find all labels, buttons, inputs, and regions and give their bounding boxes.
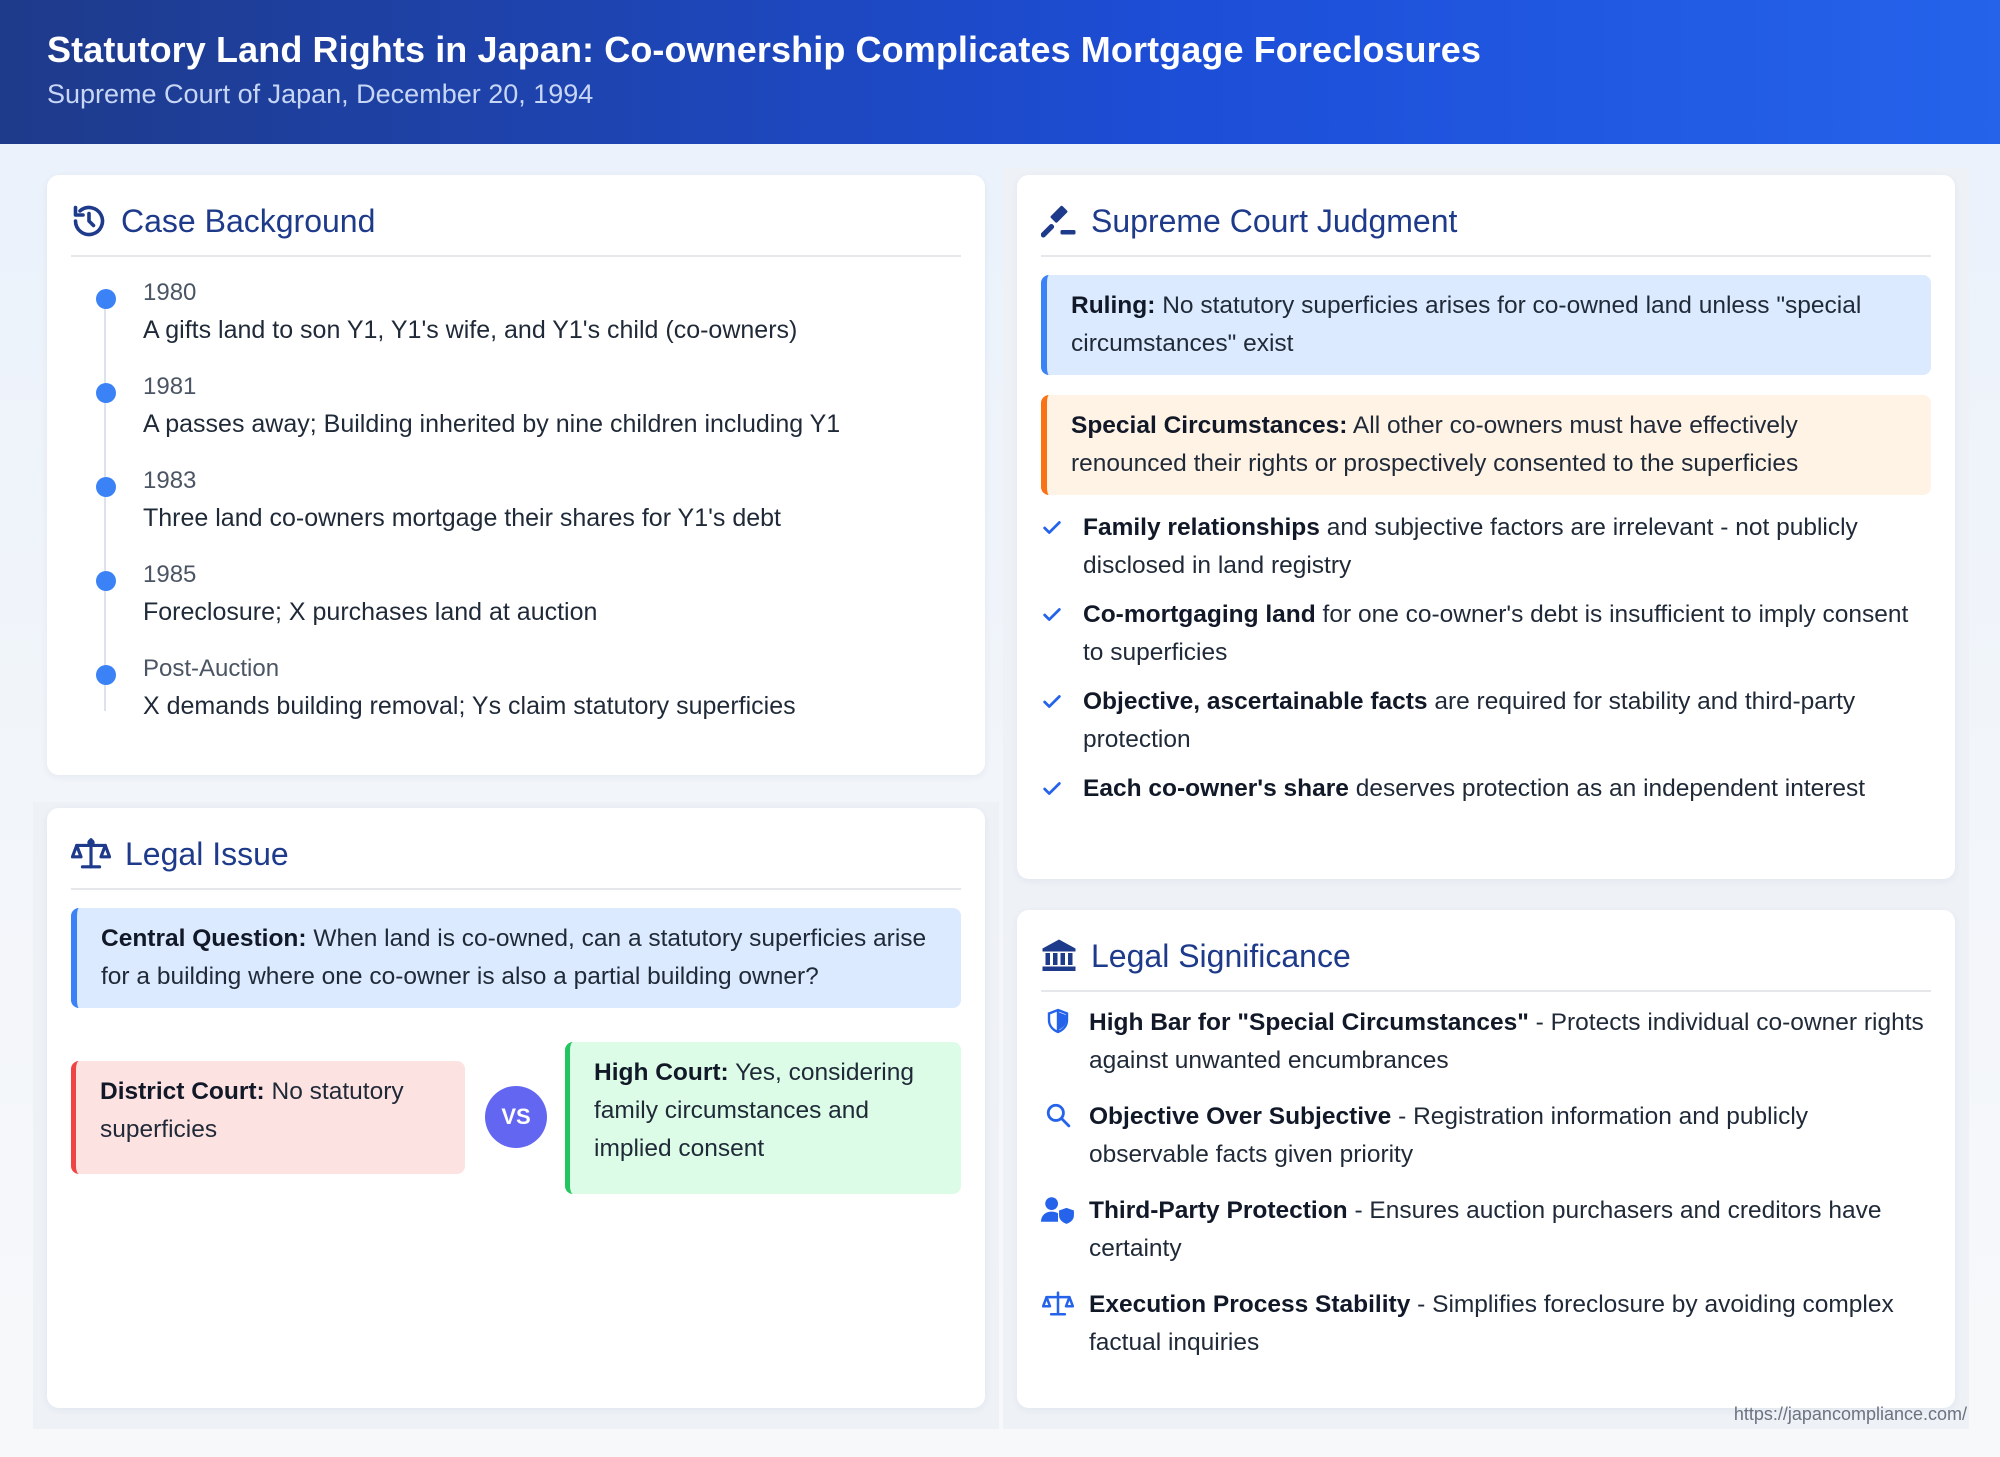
timeline-dot — [96, 477, 116, 497]
check-icon — [1041, 604, 1063, 626]
significance-text: - Ensures auction purchasers and creditors have certainty — [1089, 1197, 1882, 1262]
footer-url[interactable]: https://japancompliance.com/ — [1733, 1404, 1967, 1424]
district-court-box — [71, 1061, 465, 1174]
timeline-year: 1980 — [143, 279, 197, 306]
judgment-point — [1041, 683, 1931, 759]
judgment-point-text: for one co-owner's debt is insufficient to imply consent to superficies — [1083, 601, 1909, 666]
significance-header — [1041, 934, 1931, 992]
timeline-dot — [96, 665, 116, 685]
central-question-label: Central Question: — [101, 925, 307, 952]
timeline-dot — [96, 571, 116, 591]
timeline-line — [104, 291, 106, 711]
judgment-point-bold: Objective, ascertainable facts — [1083, 688, 1428, 715]
significance-item — [1041, 1286, 1931, 1362]
high-court-box — [565, 1042, 961, 1194]
page-title: Statutory Land Rights in Japan: Co-ownership Complicates Mortgage Foreclosures — [47, 29, 1481, 70]
timeline-year: 1981 — [143, 373, 197, 400]
significance-bold: Objective Over Subjective — [1089, 1103, 1392, 1130]
timeline-desc: Foreclosure; X purchases land at auction — [143, 598, 598, 626]
legal-issue-card — [47, 808, 985, 1408]
timeline-desc: Three land co-owners mortgage their shares for Y1's debt — [143, 504, 781, 532]
special-circumstances-box — [1041, 395, 1931, 495]
page-subtitle: Supreme Court of Japan, December 20, 1994 — [47, 79, 594, 109]
timeline-desc: A gifts land to son Y1, Y1's wife, and Y1's child (co-owners) — [143, 316, 798, 344]
shield-icon — [1046, 1008, 1070, 1034]
significance-item — [1041, 1004, 1931, 1080]
significance-item — [1041, 1098, 1931, 1174]
judgment-point-text: and subjective factors are irrelevant - not publicly disclosed in land registry — [1083, 514, 1858, 579]
timeline-year: 1985 — [143, 561, 197, 588]
significance-bold: Third-Party Protection — [1089, 1197, 1348, 1224]
legal-issue-title: Legal Issue — [125, 836, 289, 872]
significance-text: - Protects individual co-owner rights against unwanted encumbrances — [1089, 1009, 1924, 1074]
timeline-year: Post-Auction — [143, 655, 280, 682]
timeline-item — [143, 557, 961, 651]
page-header — [0, 0, 2000, 144]
case-background-header — [71, 199, 961, 257]
ruling-text: No statutory superficies arises for co-owned land unless "special circumstances" exist — [1071, 292, 1862, 357]
district-court-text: No statutory superficies — [100, 1078, 404, 1143]
significance-bold: Execution Process Stability — [1089, 1291, 1411, 1318]
judgment-point-text: are required for stability and third-party protection — [1083, 688, 1856, 753]
vs-badge: VS — [485, 1086, 547, 1148]
timeline-dot — [96, 383, 116, 403]
landmark-icon — [1041, 938, 1077, 974]
significance-list — [1041, 1004, 1931, 1362]
special-circumstances-text: All other co-owners must have effectively renounced their rights or prospectively consented to the superficies — [1071, 412, 1799, 477]
check-icon — [1041, 691, 1063, 713]
legal-issue-header — [71, 832, 961, 890]
significance-card — [1017, 910, 1955, 1408]
judgment-point-bold: Each co-owner's share — [1083, 775, 1349, 802]
central-question-text: When land is co-owned, can a statutory superficies arise for a building where one co-owner is also a partial building owner? — [101, 925, 927, 990]
judgment-point-bold: Family relationships — [1083, 514, 1320, 541]
timeline-year: 1983 — [143, 467, 197, 494]
timeline-item — [143, 275, 961, 369]
judgment-points — [1041, 509, 1931, 812]
district-court-label: District Court: — [100, 1078, 265, 1105]
significance-text: - Registration information and publicly observable facts given priority — [1089, 1103, 1809, 1168]
timeline-desc: X demands building removal; Ys claim statutory superficies — [143, 692, 796, 720]
balance-icon — [1042, 1290, 1074, 1318]
high-court-text: Yes, considering family circumstances and implied consent — [594, 1059, 914, 1162]
significance-bold: High Bar for "Special Circumstances" — [1089, 1009, 1529, 1036]
timeline-item — [143, 651, 961, 745]
special-circumstances-label: Special Circumstances: — [1071, 412, 1348, 439]
judgment-card — [1017, 175, 1955, 879]
case-background-title: Case Background — [121, 203, 376, 239]
timeline-item — [143, 463, 961, 557]
high-court-label: High Court: — [594, 1059, 729, 1086]
user-shield-icon — [1041, 1196, 1075, 1224]
judgment-point — [1041, 509, 1931, 585]
check-icon — [1041, 517, 1063, 539]
judgment-title: Supreme Court Judgment — [1091, 203, 1458, 239]
gavel-icon — [1041, 203, 1077, 239]
timeline — [71, 275, 961, 745]
significance-item — [1041, 1192, 1931, 1268]
timeline-item — [143, 369, 961, 463]
judgment-point — [1041, 596, 1931, 672]
judgment-point-text: deserves protection as an independent interest — [1355, 775, 1866, 802]
ruling-box — [1041, 275, 1931, 375]
significance-title: Legal Significance — [1091, 938, 1351, 974]
history-icon — [71, 203, 107, 239]
timeline-desc: A passes away; Building inherited by nine children including Y1 — [143, 410, 841, 438]
timeline-dot — [96, 289, 116, 309]
judgment-point-bold: Co-mortgaging land — [1083, 601, 1316, 628]
check-icon — [1041, 778, 1063, 800]
significance-text: - Simplifies foreclosure by avoiding complex factual inquiries — [1089, 1291, 1894, 1356]
search-icon — [1045, 1102, 1071, 1128]
ruling-label: Ruling: — [1071, 292, 1156, 319]
case-background-card — [47, 175, 985, 775]
judgment-point — [1041, 770, 1931, 812]
central-question-box — [71, 908, 961, 1008]
judgment-header — [1041, 199, 1931, 257]
scale-icon — [71, 836, 111, 872]
